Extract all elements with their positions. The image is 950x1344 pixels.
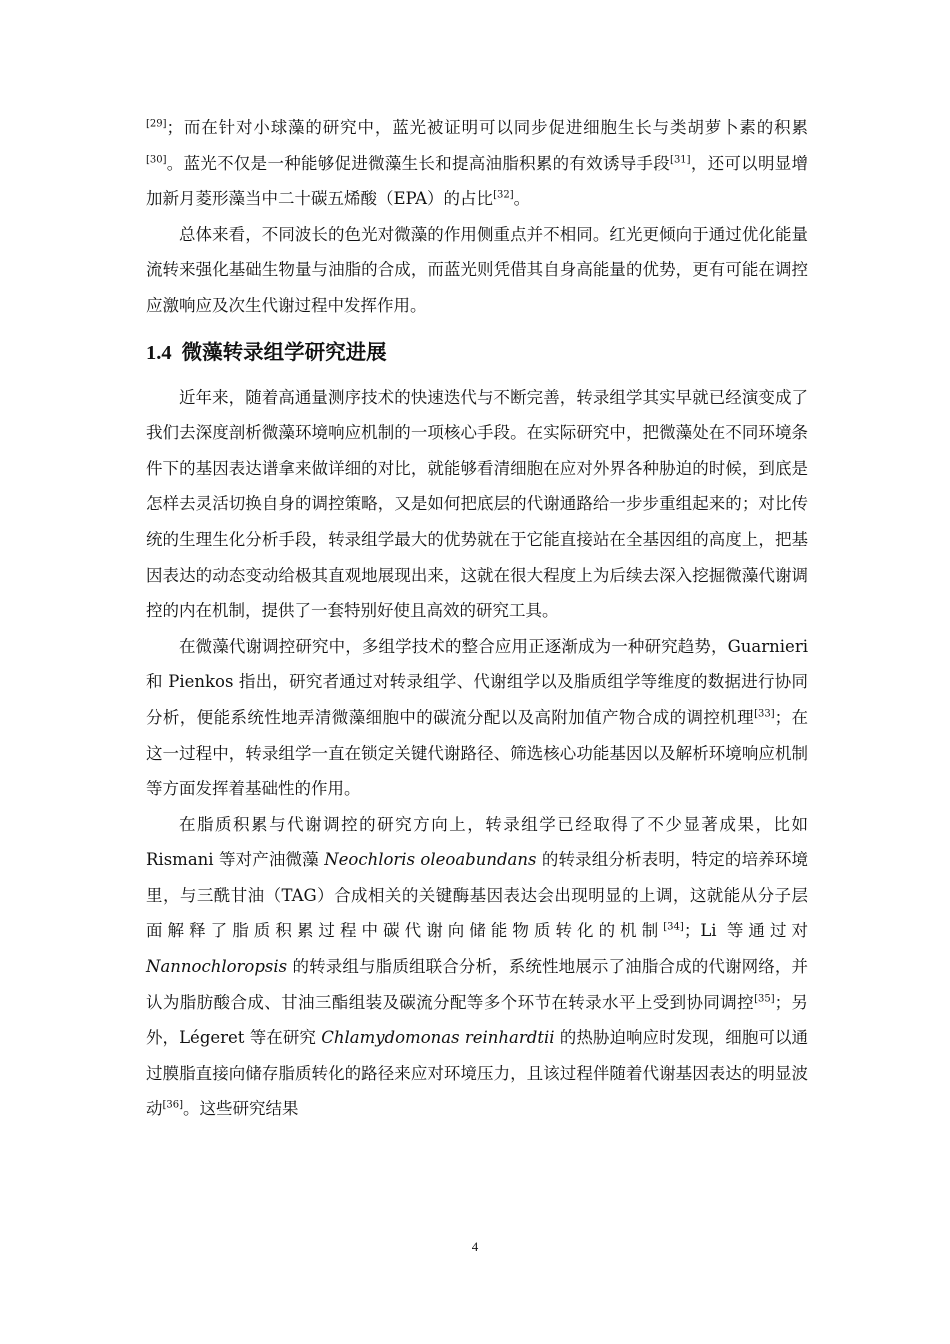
page-number: 4 <box>471 1239 479 1254</box>
body-text-before-section <box>146 110 808 324</box>
paragraph-text: ，还可以明显增加新月菱形藻当中二十碳五烯酸（EPA）的占比 <box>146 153 809 209</box>
paragraph-text: ；在这一过程中，转录组学一直在锁定关键代谢路径、筛选核心功能基因以及解析环境响应机制等方面发挥着基础性的作用。 <box>146 707 809 799</box>
paragraph-text: 近年来，随着高通量测序技术的快速迭代与不断完善，转录组学其实早就已经演变成了我们去深度剖析微藻环境响应机制的一项核心手段。在实际研究中，把微藻处在不同环境条件下的基因表达谱拿来做详细的对比，就能够看清细胞在应对外界各种胁迫的时候，到底是怎样去灵活切换自身的调控策略，又是如何把底层的代谢通路给一步步重组起来的；对比传统的生理生化分析手段，转录组学最大的优势就在于它能直接站在全基因组的高度上，把基因表达的动态变动给极其直观地展现出来，这就在很大程度上为后续去深入挖掘微藻代谢调控的内在机制，提供了一套特别好使且高效的研究工具。 <box>146 387 808 621</box>
citation-marker: [30] <box>146 154 167 166</box>
paragraph-text: ；而在针对小球藻的研究中，蓝光被证明可以同步促进细胞生长与类胡萝卜素的积累 <box>166 118 808 137</box>
paragraph-text: ；Li 等通过对 <box>683 921 809 941</box>
paragraph <box>146 807 808 1127</box>
paragraph-text: ；另外，Légeret 等在研究 <box>146 992 809 1048</box>
species-name: Nannochloropsis <box>146 957 288 977</box>
paragraph-text: 在脂质积累与代谢调控的研究方向上，转录组学已经取得了不少显著成果，比如 Rismani 等对产油微藻 <box>146 814 808 870</box>
paragraph-text: 。这些研究结果 <box>183 1099 299 1119</box>
paragraph-text: 。 <box>513 189 531 209</box>
section-title: 微藻转录组学研究进展 <box>181 339 387 364</box>
section-heading <box>146 335 808 370</box>
paragraph-text: 总体来看，不同波长的色光对微藻的作用侧重点并不相同。红光更倾向于通过优化能量流转来强化基础生物量与油脂的合成，而蓝光则凭借其自身高能量的优势，更有可能在调控应激响应及次生代谢过程中发挥作用。 <box>146 224 808 315</box>
species-name: Chlamydomonas reinhardtii <box>321 1028 555 1048</box>
body-text-after-section <box>146 380 808 1127</box>
citation-marker: [29] <box>146 118 167 130</box>
citation-marker: [35] <box>754 993 775 1005</box>
paragraph-text: 的热胁迫响应时发现，细胞可以通过膜脂直接向储存脂质转化的路径来应对环境压力，且该过程伴随着代谢基因表达的明显波动 <box>146 1028 808 1119</box>
citation-marker: [32] <box>493 189 514 201</box>
paragraph-text: 的转录组与脂质组联合分析，系统性地展示了油脂合成的代谢网络，并认为脂肪酸合成、甘油三酯组装及碳流分配等多个环节在转录水平上受到协同调控 <box>146 957 808 1012</box>
paragraph-text: 的转录组分析表明，特定的培养环境里，与三酰甘油（TAG）合成相关的关键酶基因表达会出现明显的上调，这就能从分子层面解释了脂质积累过程中碳代谢向储能物质转化的机制 <box>146 850 808 941</box>
citation-marker: [34] <box>663 921 684 933</box>
section-number: 1.4 <box>146 341 172 364</box>
paragraph-text: 。蓝光不仅是一种能够促进微藻生长和提高油脂积累的有效诱导手段 <box>166 153 671 173</box>
paragraph <box>146 110 808 217</box>
paragraph <box>146 629 808 807</box>
citation-marker: [36] <box>162 1099 184 1111</box>
citation-marker: [31] <box>670 154 691 166</box>
paragraph-text: 在微藻代谢调控研究中，多组学技术的整合应用正逐渐成为一种研究趋势，Guarnieri 和 Pienkos 指出，研究者通过对转录组学、代谢组学以及脂质组学等维度的数据进行协同分析，便能系统性地弄清微藻细胞中的碳流分配以及高附加值产物合成的调控机理 <box>146 636 808 727</box>
paragraph <box>146 380 808 629</box>
citation-marker: [33] <box>754 708 775 720</box>
species-name: Neochloris oleoabundans <box>324 850 537 870</box>
paragraph <box>146 217 808 324</box>
page-body <box>146 110 808 1127</box>
